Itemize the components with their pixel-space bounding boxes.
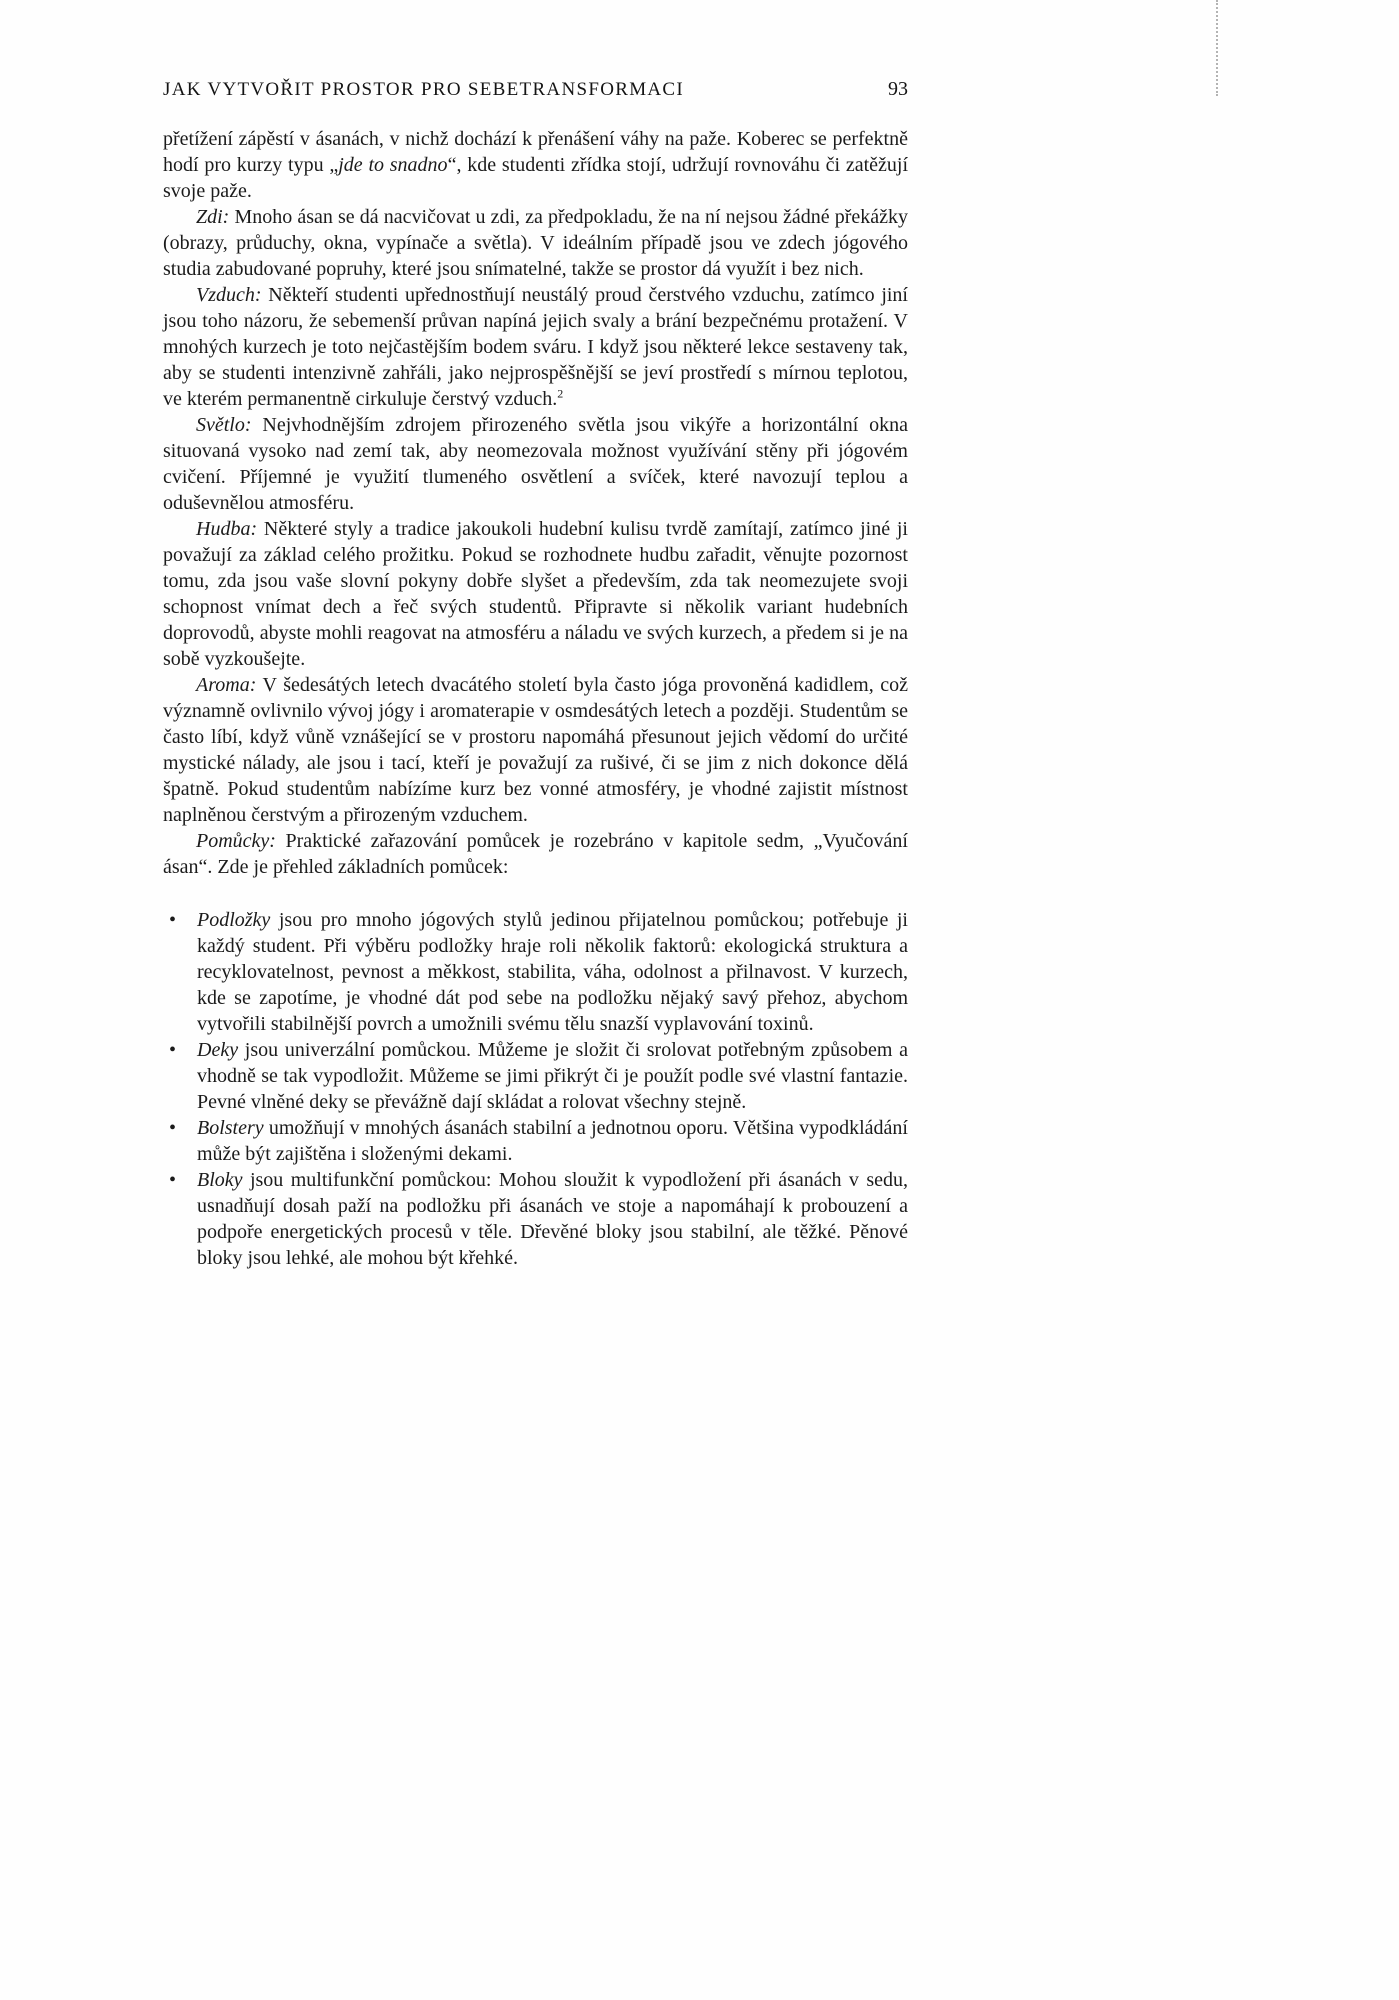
list-item-bolsters xyxy=(163,1115,908,1167)
bullet-icon: • xyxy=(169,1169,177,1191)
paragraph-walls xyxy=(163,204,908,282)
props-list xyxy=(163,907,908,1271)
emphasized-phrase: jde to snadno xyxy=(338,154,448,176)
paragraph-text: “, kde studenti zřídka stojí, udržují rovnováhu či zatěžují svoje paže. xyxy=(163,154,908,202)
footnote-reference: 2 xyxy=(557,386,564,401)
list-item-mats xyxy=(163,907,908,1037)
paragraph-text: Některé styly a tradice jakoukoli hudební kulisu tvrdě zamítají, zatímco jiné ji považují za základ celého prožitku. Pokud se rozhodnete hudbu zařadit, věnujte pozornost tomu, zda jsou vaše slovní pokyny dobře slyšet a především, zda tak neomezujete svoji schopnost vnímat dech a řeč svých studentů. Připravte si několik variant hudebních doprovodů, abyste mohli reagovat na atmosféru a náladu ve svých kurzech, a předem si je na sobě vyzkoušejte. xyxy=(163,518,908,670)
paragraph-text: Někteří studenti upřednostňují neustálý proud čerstvého vzduchu, zatímco jiní jsou toho názoru, že sebemenší průvan napíná jejich svaly a brání bezpečnému protažení. V mnohých kurzech je toto nejčastějším bodem sváru. I když jsou některé lekce sestaveny tak, aby se studenti intenzivně zahřáli, jako nejprospěšnější se jeví prostředí s mírnou teplotou, ve kterém permanentně cirkuluje čerstvý vzduch. xyxy=(163,284,908,410)
paragraph-text: Mnoho ásan se dá nacvičovat u zdi, za předpokladu, že na ní nejsou žádné překážky (obrazy, průduchy, okna, vypínače a světla). V ideálním případě jsou ve zdech jógového studia zabudované popruhy, které jsou snímatelné, takže se prostor dá využít i bez nich. xyxy=(163,206,908,280)
page-edge-dotted-mark xyxy=(1216,0,1218,96)
paragraph-light xyxy=(163,412,908,516)
paragraph-intro xyxy=(163,126,908,204)
paragraph-air xyxy=(163,282,908,412)
paragraph-lead: Zdi: xyxy=(196,206,230,228)
list-item-lead: Podložky xyxy=(197,909,271,931)
paragraph-text: Nejvhodnějším zdrojem přirozeného světla jsou vikýře a horizontální okna situovaná vysoko nad zemí tak, aby neomezovala možnost využívání stěny při jógovém cvičení. Příjemné je využití tlumeného osvětlení a svíček, které navozují teplou a oduševnělou atmosféru. xyxy=(163,414,908,514)
list-item-blankets xyxy=(163,1037,908,1115)
paragraph-lead: Vzduch: xyxy=(196,284,262,306)
paragraph-text: V šedesátých letech dvacátého století byla často jóga provoněná kadidlem, což významně ovlivnilo vývoj jógy i aromaterapie v osmdesátých letech a později. Studentům se často líbí, když vůně vznášející se v prostoru napomáhá přesunout jejich vědomí do určité mystické nálady, ale jsou i tací, kteří je považují za rušivé, či se jim z nich dokonce dělá špatně. Pokud studentům nabízíme kurz bez vonné atmosféry, je vhodné zajistit místnost naplněnou čerstvým a přirozeným vzduchem. xyxy=(163,674,908,826)
list-item-text: jsou multifunkční pomůckou: Mohou sloužit k vypodložení při ásanách v sedu, usnadňují dosah paží na podložku při ásanách ve stoje a napomáhají k probouzení a podpoře energetických procesů v těle. Dřevěné bloky jsou stabilní, ale těžké. Pěnové bloky jsou lehké, ale mohou být křehké. xyxy=(197,1169,908,1269)
page-number: 93 xyxy=(888,78,908,100)
text-block xyxy=(163,126,908,1271)
list-item-text: jsou pro mnoho jógových stylů jedinou přijatelnou pomůckou; potřebuje ji každý student. Při výběru podložky hraje roli několik faktorů: ekologická struktura a recyklovatelnost, pevnost a měkkost, stabilita, váha, odolnost a přilnavost. V kurzech, kde se zapotíme, je vhodné dát pod sebe na podložku nějaký savý přehoz, abychom vytvořili stabilnější povrch a umožnili svému tělu snazší vyplavování toxinů. xyxy=(197,909,908,1035)
paragraph-text: Praktické zařazování pomůcek je rozebráno v kapitole sedm, „Vyučování ásan“. Zde je přehled základních pomůcek: xyxy=(163,830,908,878)
paragraph-lead: Pomůcky: xyxy=(196,830,276,852)
list-item-lead: Deky xyxy=(197,1039,239,1061)
paragraph-lead: Hudba: xyxy=(196,518,258,540)
bullet-icon: • xyxy=(169,909,177,931)
bullet-icon: • xyxy=(169,1039,177,1061)
paragraph-lead: Světlo: xyxy=(196,414,252,436)
running-title: JAK VYTVOŘIT PROSTOR PRO SEBETRANSFORMACI xyxy=(163,79,685,100)
list-item-lead: Bloky xyxy=(197,1169,243,1191)
list-item-text: jsou univerzální pomůckou. Můžeme je složit či srolovat potřebným způsobem a vhodně se tak vypodložit. Můžeme se jimi přikrýt či je použít podle své vlastní fantazie. Pevné vlněné deky se převážně dají skládat a rolovat všechny stejně. xyxy=(197,1039,908,1113)
paragraph-text: přetížení zápěstí v ásanách, v nichž dochází k přenášení váhy na paže. Koberec se perfektně hodí pro kurzy typu „ xyxy=(163,128,908,176)
list-item-blocks xyxy=(163,1167,908,1271)
list-item-text: umožňují v mnohých ásanách stabilní a jednotnou oporu. Většina vypodkládání může být zajištěna i složenými dekami. xyxy=(197,1117,908,1165)
page-header xyxy=(163,78,908,101)
paragraph-aroma xyxy=(163,672,908,828)
bullet-icon: • xyxy=(169,1117,177,1139)
paragraph-props xyxy=(163,828,908,880)
list-item-lead: Bolstery xyxy=(197,1117,264,1139)
paragraph-music xyxy=(163,516,908,672)
paragraph-lead: Aroma: xyxy=(196,674,257,696)
